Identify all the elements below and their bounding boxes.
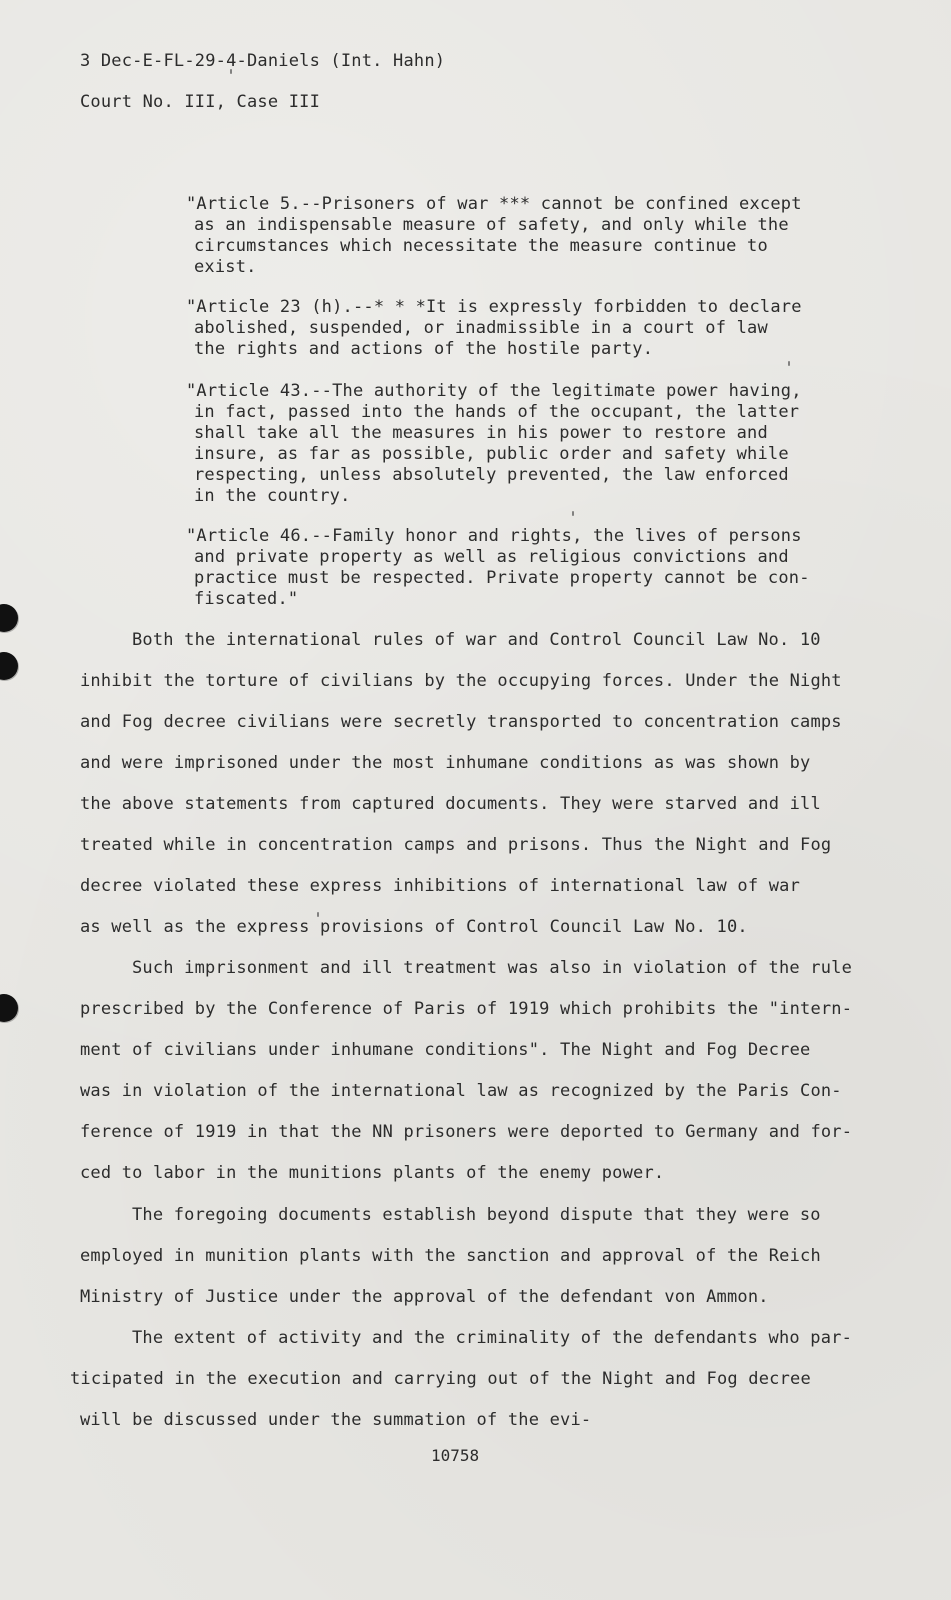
paragraph-1-line-8: as well as the express provisions of Control Council Law No. 10. (80, 917, 748, 937)
paragraph-4-line-3: will be discussed under the summation of the evi- (80, 1410, 592, 1430)
paragraph-1-line-6: treated while in concentration camps and prisons. Thus the Night and Fog (80, 835, 832, 855)
article-46-line-1: "Article 46.--Family honor and rights, the lives of persons (186, 526, 802, 546)
article-43-line-1: "Article 43.--The authority of the legitimate power having, (186, 381, 802, 401)
paragraph-1-line-2: inhibit the torture of civilians by the occupying forces. Under the Night (80, 671, 842, 691)
paragraph-1-line-5: the above statements from captured documents. They were starved and ill (80, 794, 821, 814)
article-5-line-1: "Article 5.--Prisoners of war *** cannot be confined except (186, 194, 802, 214)
article-5-line-2: as an indispensable measure of safety, and only while the (194, 215, 789, 235)
article-43-line-2: in fact, passed into the hands of the occupant, the latter (194, 402, 800, 422)
paragraph-2-line-3: ment of civilians under inhumane conditions". The Night and Fog Decree (80, 1040, 811, 1060)
article-43-line-4: insure, as far as possible, public order and safety while (194, 444, 789, 464)
article-5-line-4: exist. (194, 257, 257, 277)
paragraph-2-line-6: ced to labor in the munitions plants of the enemy power. (80, 1163, 665, 1183)
typewriter-tick-mark (572, 511, 574, 516)
paragraph-4-line-2: ticipated in the execution and carrying out of the Night and Fog decree (70, 1369, 811, 1389)
article-23-line-1: "Article 23 (h).--* * *It is expressly forbidden to declare (186, 297, 802, 317)
article-43-line-5: respecting, unless absolutely prevented, the law enforced (194, 465, 789, 485)
punch-hole-middle (0, 652, 18, 680)
article-43-line-6: in the country. (194, 486, 351, 506)
article-46-line-3: practice must be respected. Private property cannot be con- (194, 568, 810, 588)
article-43-line-3: shall take all the measures in his power to restore and (194, 423, 768, 443)
paragraph-1-line-4: and were imprisoned under the most inhumane conditions as was shown by (80, 753, 811, 773)
article-5-line-3: circumstances which necessitate the measure continue to (194, 236, 768, 256)
page-number: 10758 (431, 1446, 480, 1465)
header-line-2: Court No. III, Case III (80, 92, 321, 112)
paragraph-1-line-3: and Fog decree civilians were secretly transported to concentration camps (80, 712, 842, 732)
paragraph-4-line-1: The extent of activity and the criminality of the defendants who par- (132, 1328, 853, 1348)
paragraph-2-line-5: ference of 1919 in that the NN prisoners were deported to Germany and for- (80, 1122, 853, 1142)
punch-hole-top (0, 604, 18, 632)
paragraph-2-line-2: prescribed by the Conference of Paris of 1919 which prohibits the "intern- (80, 999, 853, 1019)
header-line-1: 3 Dec-E-FL-29-4-Daniels (Int. Hahn) (80, 51, 446, 71)
article-46-line-4: fiscated." (194, 589, 299, 609)
paragraph-3-line-2: employed in munition plants with the sanction and approval of the Reich (80, 1246, 821, 1266)
typewriter-tick-mark (788, 361, 790, 366)
paragraph-1-line-7: decree violated these express inhibitions of international law of war (80, 876, 801, 896)
paragraph-3-line-1: The foregoing documents establish beyond dispute that they were so (132, 1205, 821, 1225)
paragraph-2-line-4: was in violation of the international law as recognized by the Paris Con- (80, 1081, 842, 1101)
article-46-line-2: and private property as well as religious convictions and (194, 547, 789, 567)
paragraph-1-line-1: Both the international rules of war and Control Council Law No. 10 (132, 630, 821, 650)
article-23-line-3: the rights and actions of the hostile party. (194, 339, 654, 359)
punch-hole-bottom (0, 994, 18, 1022)
article-23-line-2: abolished, suspended, or inadmissible in a court of law (194, 318, 768, 338)
paragraph-3-line-3: Ministry of Justice under the approval of the defendant von Ammon. (80, 1287, 769, 1307)
paragraph-2-line-1: Such imprisonment and ill treatment was also in violation of the rule (132, 958, 853, 978)
